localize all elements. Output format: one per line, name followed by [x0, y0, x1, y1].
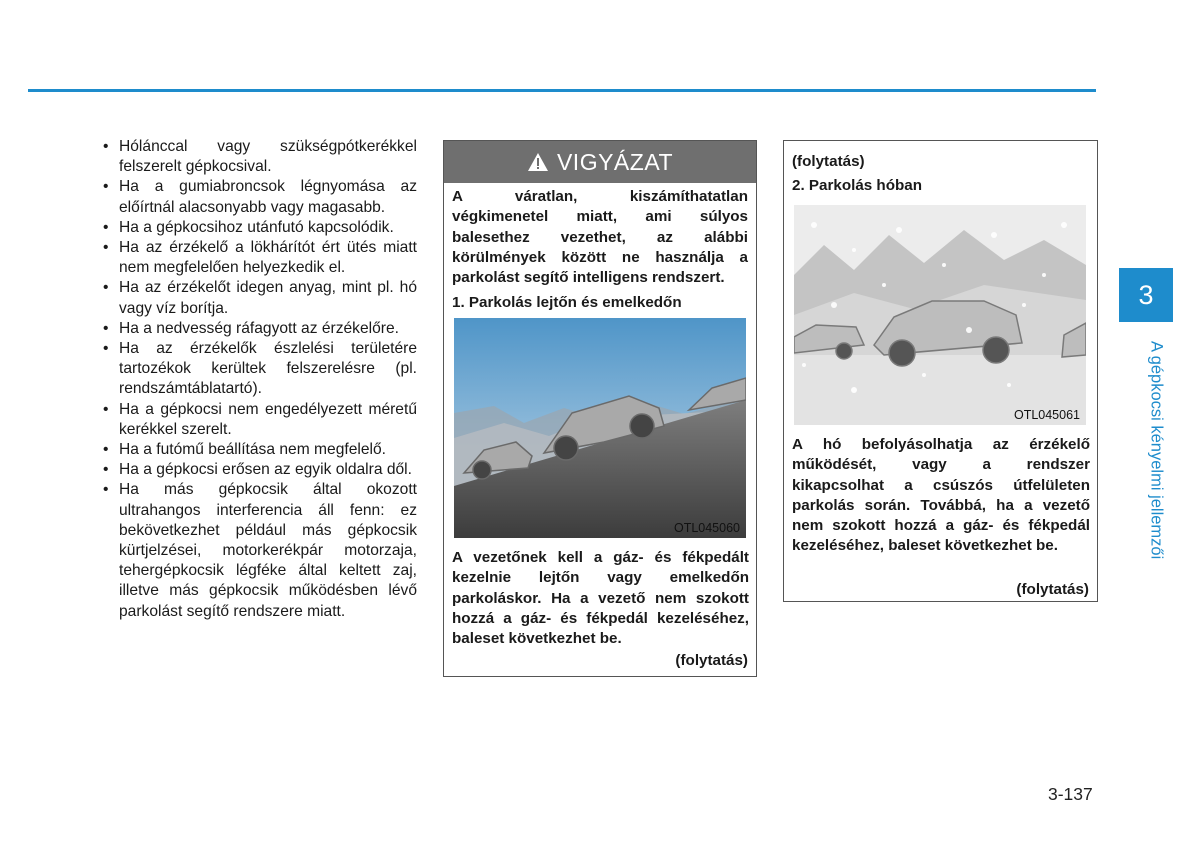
list-item-text: Ha az érzékelőt idegen anyag, mint pl. hó vagy víz borítja.: [119, 279, 417, 317]
bullet-dot: •: [103, 178, 109, 196]
caution-title: VIGYÁZAT: [556, 148, 674, 175]
continued-label: (folytatás): [675, 652, 748, 669]
bullet-dot: •: [103, 319, 109, 337]
slope-warning-text: A vezetőnek kell a gáz- és fékpedált kezelnie lejtőn vagy emelkedőn parkoláskor. Ha a vezető nem szokott hozzá a gáz- és fékpedál kezeléséhez, baleset következhet be.: [452, 549, 749, 648]
figure-code: OTL045060: [673, 521, 740, 535]
list-item-text: Ha a gumiabroncsok légnyomása az előírtnál alacsonyabb vagy magasabb.: [119, 178, 417, 216]
slope-subhead: 1. Parkolás lejtőn és emelkedőn: [452, 294, 682, 312]
condition-list: [103, 137, 417, 622]
caution-box: [443, 140, 757, 677]
list-item: [103, 218, 417, 238]
list-item: [103, 339, 417, 400]
list-item-text: Ha a nedvesség ráfagyott az érzékelőre.: [119, 319, 399, 337]
continued-label: (folytatás): [1016, 581, 1089, 598]
continued-top-label: (folytatás): [792, 153, 865, 170]
list-item-text: Ha az érzékelők észlelési területére tartozékok kerültek felszerelésre (pl. rendszámtáblatartó).: [119, 340, 417, 398]
snow-subhead: 2. Parkolás hóban: [792, 177, 922, 195]
warning-triangle-icon: [527, 152, 549, 172]
caution-header: [444, 141, 756, 183]
list-item-text: Ha a gépkocsi erősen az egyik oldalra dől.: [119, 461, 412, 479]
list-item-text: Ha a futómű beállítása nem megfelelő.: [119, 441, 386, 459]
left-column: [103, 137, 417, 622]
figure-code: OTL045061: [1013, 408, 1080, 422]
list-item-text: Ha a gépkocsi nem engedélyezett méretű kerékkel szerelt.: [119, 400, 417, 438]
bullet-dot: •: [103, 239, 109, 257]
bullet-dot: •: [103, 138, 109, 155]
page-number: 3-137: [1048, 784, 1093, 804]
list-item-text: Ha az érzékelő a lökhárítót ért ütés miatt nem megfelelően helyezkedik el.: [119, 239, 417, 277]
list-item: [103, 460, 417, 480]
bullet-dot: •: [103, 279, 109, 297]
list-item: [103, 400, 417, 440]
continued-caution-box: [783, 140, 1098, 602]
slope-parking-illustration: [454, 318, 746, 538]
list-item: [103, 440, 417, 460]
list-item-text: Ha a gépkocsihoz utánfutó kapcsolódik.: [119, 218, 394, 236]
chapter-tab: [1119, 268, 1173, 322]
list-item: [103, 278, 417, 318]
list-item: [103, 177, 417, 217]
snow-parking-illustration: [794, 205, 1086, 425]
list-item-text: Ha más gépkocsik által okozott ultrahangos interferencia áll fenn: ez bekövetkezhet például más gépkocsik kürtjelzései, motorkerékpár motorzaja, tehergépkocsik légféke által keltett zaj, illetve más gépkocsik működésben lévő parkolást segítő rendszere miatt.: [119, 481, 417, 620]
chapter-number: 3: [1138, 279, 1154, 310]
bullet-dot: •: [103, 461, 109, 479]
bullet-dot: •: [103, 340, 109, 358]
list-item: [103, 480, 417, 621]
bullet-dot: •: [103, 400, 109, 418]
snow-warning-text: A hó befolyásolhatja az érzékelő működését, vagy a rendszer kikapcsolhat a csúszós útfelületen parkolás során. Továbbá, ha a vezető nem szokott hozzá a gáz- és fékpedál kezeléséhez, baleset következhet be.: [792, 436, 1090, 555]
list-item: [103, 137, 417, 177]
bullet-dot: •: [103, 441, 109, 459]
chapter-title: A gépkocsi kényelmi jellemzői: [1147, 341, 1166, 560]
caution-intro: A váratlan, kiszámíthatatlan végkimenetel miatt, ami súlyos balesethez vezethet, az alábbi körülmények között ne használja a parkolást segítő intelligens rendszert.: [452, 188, 748, 287]
list-item-text: Hólánccal vagy szükségpótkerékkel felszerelt gépkocsival.: [119, 138, 417, 176]
header-rule: [28, 89, 1096, 92]
list-item: [103, 319, 417, 339]
bullet-dot: •: [103, 218, 109, 236]
list-item: [103, 238, 417, 278]
bullet-dot: •: [103, 481, 109, 499]
